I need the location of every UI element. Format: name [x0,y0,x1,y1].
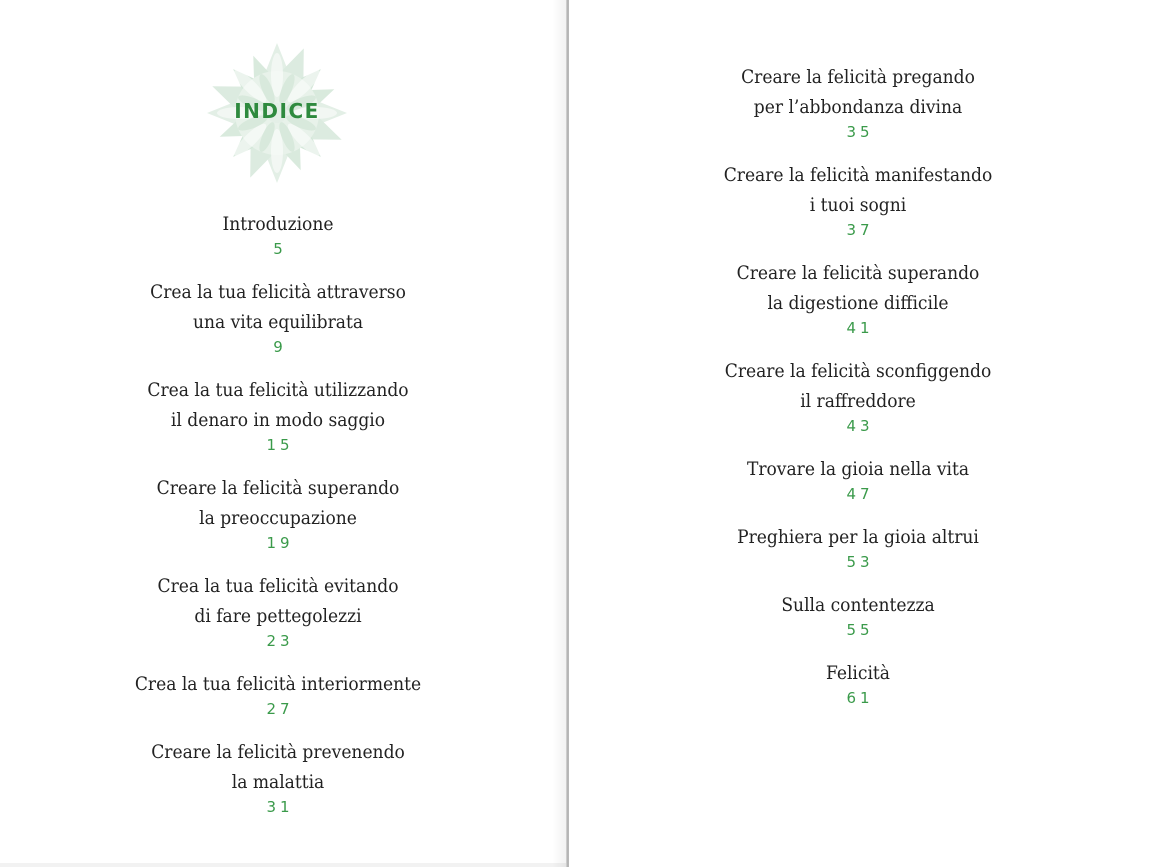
toc-entry-page-number: 43 [846,417,874,435]
toc-entry[interactable] [0,375,556,455]
toc-entry-title: Crea la tua felicità utilizzando il denaro in modo saggio [147,379,409,431]
index-title: INDICE [234,99,320,123]
toc-entry[interactable] [0,473,556,553]
toc-entry-page-number: 31 [266,798,294,816]
toc-entry-page-number: 27 [266,700,294,718]
toc-entry-title: Trovare la gioia nella vita [746,458,970,480]
toc-entry-title: Crea la tua felicità evitando di fare pettegolezzi [157,575,399,627]
left-page [0,0,567,867]
toc-entry-page-number: 47 [846,485,874,503]
toc-entry-page-number: 61 [846,689,874,707]
toc-entry[interactable] [0,669,556,719]
toc-entry[interactable] [569,160,1147,240]
toc-entry-page-number: 37 [846,221,874,239]
toc-entry-page-number: 23 [266,632,294,650]
toc-entry[interactable] [569,590,1147,640]
toc-entry-title: Crea la tua felicità interiormente [134,673,422,695]
toc-entry-page-number: 15 [266,436,294,454]
toc-entry-page-number: 19 [266,534,294,552]
toc-entry-page-number: 35 [846,123,874,141]
toc-entry-page-number: 9 [273,338,287,356]
toc-entry-title: Crea la tua felicità attraverso una vita equilibrata [150,281,406,333]
toc-entry[interactable] [569,62,1147,142]
toc-entry-title: Creare la felicità sconfiggendo il raffreddore [724,360,992,412]
toc-entry-title: Sulla contentezza [781,594,935,616]
toc-entry[interactable] [569,356,1147,436]
index-emblem [207,43,347,183]
toc-entry[interactable] [569,258,1147,338]
toc-entry-page-number: 41 [846,319,874,337]
toc-entry[interactable] [0,571,556,651]
toc-entry-title: Preghiera per la gioia altrui [737,526,979,548]
toc-entry[interactable] [0,209,556,259]
table-of-contents-left [0,209,556,835]
toc-entry[interactable] [569,454,1147,504]
toc-entry-page-number: 53 [846,553,874,571]
toc-entry-title: Creare la felicità prevenendo la malattia [151,741,405,793]
toc-entry[interactable] [569,522,1147,572]
toc-entry-title: Creare la felicità superando la preoccupazione [156,477,400,529]
page-edge [0,863,567,867]
toc-entry-page-number: 5 [273,240,287,258]
right-page [569,0,1149,867]
toc-entry-title: Creare la felicità manifestando i tuoi sogni [723,164,993,216]
toc-entry[interactable] [0,277,556,357]
toc-entry-page-number: 55 [846,621,874,639]
toc-entry[interactable] [0,737,556,817]
toc-entry-title: Felicità [826,662,890,684]
table-of-contents-right [569,62,1147,726]
toc-entry-title: Creare la felicità pregando per l’abbondanza divina [741,66,975,118]
toc-entry[interactable] [569,658,1147,708]
toc-entry-title: Creare la felicità superando la digestione difficile [736,262,980,314]
gutter-shadow [552,0,566,867]
toc-entry-title: Introduzione [222,213,334,235]
